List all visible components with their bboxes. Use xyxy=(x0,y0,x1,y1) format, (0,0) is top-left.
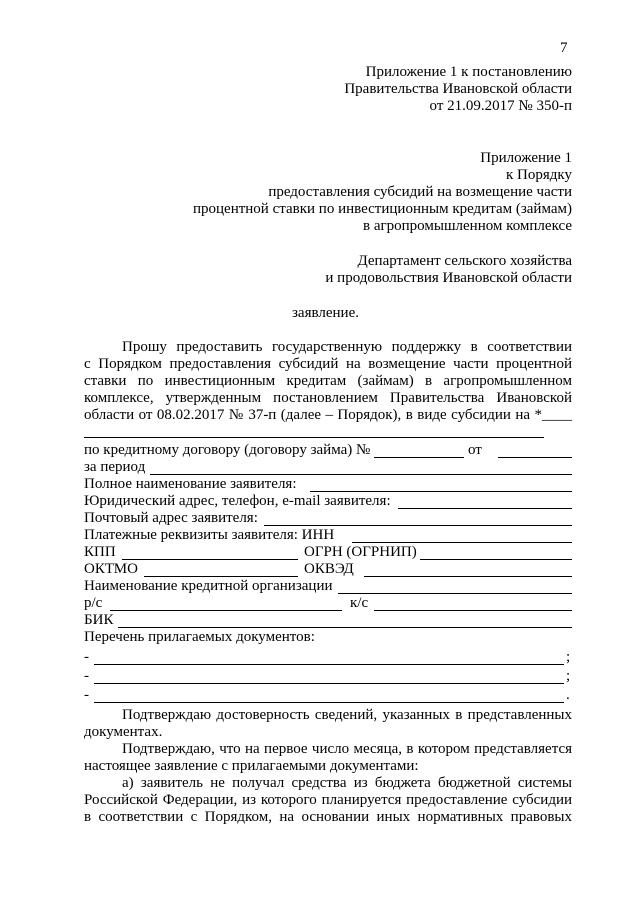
oktmo-label: ОКТМО xyxy=(84,561,138,577)
full-name-field[interactable] xyxy=(310,491,572,492)
doc-item-1-end: ; xyxy=(566,649,571,665)
credit-contract-label: по кредитному договору (договору займа) № xyxy=(84,442,371,458)
credit-org-label: Наименование кредитной организации xyxy=(84,578,333,594)
appendix-second-line-3: предоставления субсидий на возмещение части xyxy=(268,184,572,200)
full-name-label: Полное наименование заявителя: xyxy=(84,476,297,492)
payment-details-label: Платежные реквизиты заявителя: ИНН xyxy=(84,527,335,543)
okved-field[interactable] xyxy=(364,576,572,577)
contract-number-field[interactable] xyxy=(374,457,464,458)
legal-address-field[interactable] xyxy=(398,508,572,509)
credit-org-field[interactable] xyxy=(338,593,572,594)
request-line-2: с Порядком предоставления субсидий на возмещение части процентной xyxy=(84,356,572,372)
kpp-label: КПП xyxy=(84,544,116,560)
doc-item-1-dash: - xyxy=(84,649,89,665)
doc-item-3-end: . xyxy=(566,687,570,703)
request-line-4: комплексе, утвержденным постановлением Правительства Ивановской xyxy=(84,390,572,406)
item-a-line-2: Российской Федерации, из которого планируется предоставление субсидии xyxy=(84,792,572,808)
request-line-5: области от 08.02.2017 № 37-п (далее – Порядок), в виде субсидии на *____ xyxy=(84,407,572,423)
doc-item-1-field[interactable] xyxy=(94,664,564,665)
doc-item-3-field[interactable] xyxy=(94,702,564,703)
page-number: 7 xyxy=(560,40,568,56)
rs-label: р/с xyxy=(84,595,103,611)
ks-label: к/с xyxy=(350,595,369,611)
item-a-line-1: а) заявитель не получал средства из бюджета бюджетной системы xyxy=(122,775,572,791)
doc-item-2-end: ; xyxy=(566,668,571,684)
okved-label: ОКВЭД xyxy=(304,561,354,577)
ogrn-field[interactable] xyxy=(420,559,572,560)
confirm2-line-2: настоящее заявление с прилагаемыми документами: xyxy=(84,758,419,774)
bik-label: БИК xyxy=(84,612,114,628)
doc-item-2-dash: - xyxy=(84,668,89,684)
ks-field[interactable] xyxy=(374,610,572,611)
kpp-field[interactable] xyxy=(122,559,298,560)
doc-item-3-dash: - xyxy=(84,687,89,703)
confirm2-line-1: Подтверждаю, что на первое число месяца, в котором представляется xyxy=(122,741,572,757)
appendix-top-line-3: от 21.09.2017 № 350-п xyxy=(429,98,572,114)
doc-title: заявление. xyxy=(292,305,359,321)
inn-field[interactable] xyxy=(352,542,572,543)
item-a-line-3: в соответствии с Порядком, на основании иных нормативных правовых xyxy=(84,809,572,825)
subsidy-purpose-field[interactable] xyxy=(84,437,544,438)
from-label: от xyxy=(468,442,482,458)
postal-address-label: Почтовый адрес заявителя: xyxy=(84,510,258,526)
postal-address-field[interactable] xyxy=(264,525,572,526)
appendix-second-line-2: к Порядку xyxy=(506,167,572,183)
legal-address-label: Юридический адрес, телефон, e-mail заявителя: xyxy=(84,493,391,509)
rs-field[interactable] xyxy=(110,610,342,611)
contract-date-field[interactable] xyxy=(498,457,572,458)
appendix-second-line-1: Приложение 1 xyxy=(480,150,572,166)
appendix-second-line-4: процентной ставки по инвестиционным кредитам (займам) xyxy=(192,201,572,217)
appendix-top-line-1: Приложение 1 к постановлению xyxy=(365,64,572,80)
appendix-second-line-5: в агропромышленном комплексе xyxy=(363,218,572,234)
confirm1-line-2: документах. xyxy=(84,724,163,740)
period-label: за период xyxy=(84,459,146,475)
request-line-3: ставки по инвестиционным кредитам (займам) в агропромышленном xyxy=(84,373,572,389)
oktmo-field[interactable] xyxy=(144,576,298,577)
confirm1-line-1: Подтверждаю достоверность сведений, указанных в представленных xyxy=(122,707,572,723)
appendix-top-line-2: Правительства Ивановской области xyxy=(344,81,572,97)
request-line-1: Прошу предоставить государственную поддержку в соответствии xyxy=(122,339,572,355)
addressee-line-1: Департамент сельского хозяйства xyxy=(357,253,572,269)
bik-field[interactable] xyxy=(118,627,572,628)
docs-list-label: Перечень прилагаемых документов: xyxy=(84,629,315,645)
period-field[interactable] xyxy=(150,474,572,475)
doc-item-2-field[interactable] xyxy=(94,683,564,684)
addressee-line-2: и продовольствия Ивановской области xyxy=(325,270,572,286)
ogrn-label: ОГРН (ОГРНИП) xyxy=(304,544,417,560)
